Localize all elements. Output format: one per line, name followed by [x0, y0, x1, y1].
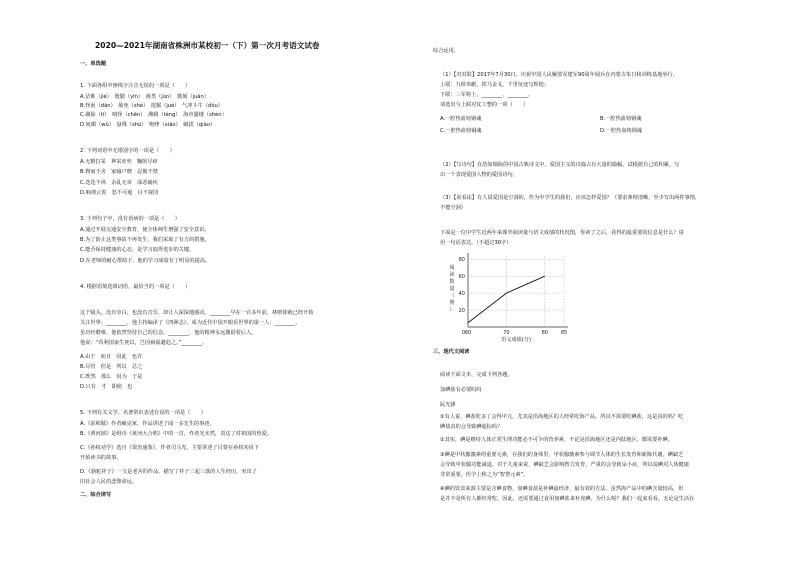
- question-1: 1. 下面各组中画线字注音无误的一项是（ ）: [80, 83, 191, 89]
- y-axis-label-char: （: [449, 293, 455, 299]
- article-paragraph: ①有人说，碘盐吃多了会得甲亢，尤其是沿海地区的人经常吃海产品，所以不需要吃碘盐，这是真的吗？吃: [440, 414, 684, 420]
- question-2: 2. 下列词语中无错别字的一项是（ ）: [80, 148, 175, 154]
- y-tick-label: 40: [458, 290, 465, 297]
- y-axis-label-char: 量: [449, 286, 455, 292]
- x-tick-label: 80: [541, 330, 548, 336]
- reading-intro: 阅读下面文本，完成下列各题。: [440, 372, 513, 378]
- article-paragraph: ②其实，碘是维持人体正常生理功能必不可少的营养素，不论是沿海地区还是内陆地区，都需要补碘。: [440, 437, 673, 443]
- option-2a: A.无精打采 神采奕奕 鞠躬尽瘁: [80, 159, 158, 165]
- subquestion-3-line: 不能空洞）: [440, 205, 466, 211]
- y-tick-label: 60: [458, 273, 465, 280]
- option-1a: A.诘难（jié） 殷勤（yīn） 菌类（jùn） 镌刻（juān）: [80, 94, 209, 100]
- option-2b: B.锲而不舍 家喻户晓 忍俊不禁: [80, 169, 158, 175]
- section-heading: 一、单选题: [80, 61, 106, 67]
- option-2c: C.迭迭不休 杂乱无章 深恶痛疾: [80, 180, 158, 186]
- x-tick-label: 70: [503, 330, 510, 336]
- article-paragraph: 是并不是所有人都经常吃，因此，还需要通过食用加碘盐来补充碘。为什么呢？我们一起来看看。无论是生活在: [440, 496, 695, 502]
- y-axis-label-char: ）: [449, 307, 455, 313]
- subquestion-1-line: 请选出与上联对仗工整的一项（ ）: [440, 102, 529, 108]
- subquestion-1-line: 下联：三军将士，________，________。: [440, 92, 534, 98]
- section-heading: 二、综合读写: [80, 492, 112, 498]
- passage-4-line: 关注世界；________，他主持编译了《四洲志》，成为近代中国开眼看世界的第一人；________，: [80, 320, 301, 326]
- x-axis-label: 语文成绩(分): [501, 337, 531, 343]
- option-5c: C.《孙权劝学》选自《资治通鉴》，作者司马光，主要讲述了吕蒙在孙权劝说下: [80, 445, 260, 451]
- option-r1b: B.一腔热血铸钢魂: [600, 116, 642, 122]
- option-4b: B.尽管 但是 所以 总之: [80, 364, 143, 370]
- option-3b: B.为了防止这类事故不再发生，我们采取了有力的措施。: [80, 237, 210, 243]
- option-1b: B.怪诞（dàn） 赦免（shè） 挖掘（jué） 气冲斗牛（dǒu）: [80, 103, 223, 109]
- option-5d: D.《骆驼祥子》一文是老舍的作品，描写了祥子三起三落的人生经历，突出了: [80, 469, 257, 475]
- passage-4-line: 虽历经磨难，他依然坚持自己的信念。________，他的精神永远激励着后人。: [80, 330, 257, 336]
- option-5b: B.《黄河颂》是组诗《黄河大合唱》中的一首，作者光未然，表达了对祖国的热爱。: [80, 431, 272, 437]
- article-paragraph: 碘盐真的会导致碘超标吗？: [440, 424, 503, 430]
- article-paragraph: ④碘的饮食来源主要是含碘食物，加碘食盐是补碘最经济、最有效的方法。虽然海产品中的碘含量较高，但: [440, 486, 684, 492]
- question-5: 5. 下列有关文学、名著常识表述有误的一项是（ ）: [80, 410, 206, 416]
- option-r1a: A.一腔热血铸钢魂: [440, 116, 482, 122]
- y-axis-label-char: 阅: [449, 265, 455, 271]
- option-5c-cont: 开始读书的故事。: [80, 455, 122, 461]
- origin-label: 0: [461, 330, 465, 336]
- section-heading: 三、现代文阅读: [433, 349, 470, 355]
- y-tick-label: 80: [458, 257, 465, 264]
- article-paragraph: 会导致甲状腺功能减退，对于儿童来说，碘缺乏会影响智力发育，严重的会导致呆小症，所以说碘对人体健康: [440, 462, 690, 468]
- intro-text: 综合运用。: [433, 48, 459, 54]
- option-5d-cont: 旧社会人民的悲惨命运。: [80, 479, 138, 485]
- subquestion-2-line: 出一个表现爱国人物的爱国诗句。: [440, 172, 518, 178]
- y-axis-label-char: 数: [449, 279, 455, 285]
- article-author: 阮光锋: [440, 402, 456, 408]
- question-3: 3. 下列句子中，没有语病的一项是（ ）: [80, 216, 180, 222]
- x-tick-label: 60: [464, 330, 472, 336]
- subquestion-1-line: 上联：九秩奉献，铁马金戈，千里征途写辉煌；: [440, 82, 549, 88]
- option-3a: A.通过开展交通安全教育，使全体师生增强了安全意识。: [80, 227, 210, 233]
- question-4: 4. 根据语境选填词语，最恰当的一项是（ ）: [80, 284, 191, 290]
- y-tick-label: 20: [458, 307, 465, 314]
- subquestion-3: （3）【说看法】有人说爱国是空洞的，作为中学生的我们，应该怎样爱国？（要求条理清晰，至少写出两件事情，: [440, 195, 701, 201]
- option-5a: A.《说和做》作者臧克家，作品讲述了闻一多先生的事迹。: [80, 421, 215, 427]
- option-2d: D.响彻云霄 怒不可遏 目不窥园: [80, 190, 159, 196]
- subquestion-2: （2）【写诗句】在浩如烟海的中国古典诗文中，爱国主义的诗篇占有大量的篇幅。试根据自己的积累，写: [440, 162, 680, 168]
- x-tick-label: 85: [560, 330, 568, 336]
- option-3c: C.能否保持健康的心态，是学习取得进步的关键。: [80, 247, 195, 253]
- subquestion-1: （1）【对对联】2017年7月30日，庆祝中国人民解放军建军90周年阅兵在内蒙古朱日和训练基地举行。: [440, 72, 678, 78]
- page-title: 2020—2021年湖南省株洲市某校初一（下）第一次月考语文试卷: [95, 41, 320, 50]
- option-1d: D.妩媚（wǔ） 悬殊（shū） 咆哮（xiào） 峭拔（qiào）: [80, 122, 216, 128]
- y-axis-label-char: 册: [449, 300, 455, 306]
- subquestion-4: 下面是一位中学生近两年来课外阅读量与语文成绩的状况图，你读了之后，获得的最重要的信息是什么？请: [440, 230, 684, 236]
- option-r1d: D.一腔热血铸钢魂: [600, 128, 642, 134]
- article-paragraph: 非常重要，医学上称之为“智慧元素”。: [440, 472, 529, 478]
- option-4c: C.既然 那么 因为 于是: [80, 374, 143, 380]
- option-3d: D.在老师的耐心帮助下，他的学习成绩有了明显的提高。: [80, 258, 211, 264]
- y-axis-label-char: 读: [449, 272, 455, 278]
- option-r1c: C.一腔热血铸钢魂: [440, 128, 482, 134]
- reading-score-chart: [446, 249, 584, 343]
- passage-4-line: 这个镜头，没有旁白，也没有音乐，却让人深深地感动。________早在一百多年前，林则徐就已经开始: [80, 310, 314, 316]
- option-1c: C.剔除（tī） 嗔怪（chēn） 沸腾（téng） 海市蜃楼（shèn）: [80, 112, 227, 118]
- passage-4-line: 他说：“苟利国家生死以，岂因祸福避趋之。”________。: [80, 340, 208, 346]
- subquestion-4-line: 用一句话表达。（不超过30字）: [440, 240, 512, 246]
- option-4d: D.只有 才 即使 也: [80, 384, 133, 390]
- option-4a: A.由于 而且 因此 也许: [80, 354, 143, 360]
- article-title: 加碘盐有必要吗吗: [440, 387, 482, 393]
- article-paragraph: ③碘是甲状腺激素的重要元素，在我们的身体里，甲状腺激素参与调节人体的生长发育和新陈代谢，碘缺乏: [440, 452, 684, 458]
